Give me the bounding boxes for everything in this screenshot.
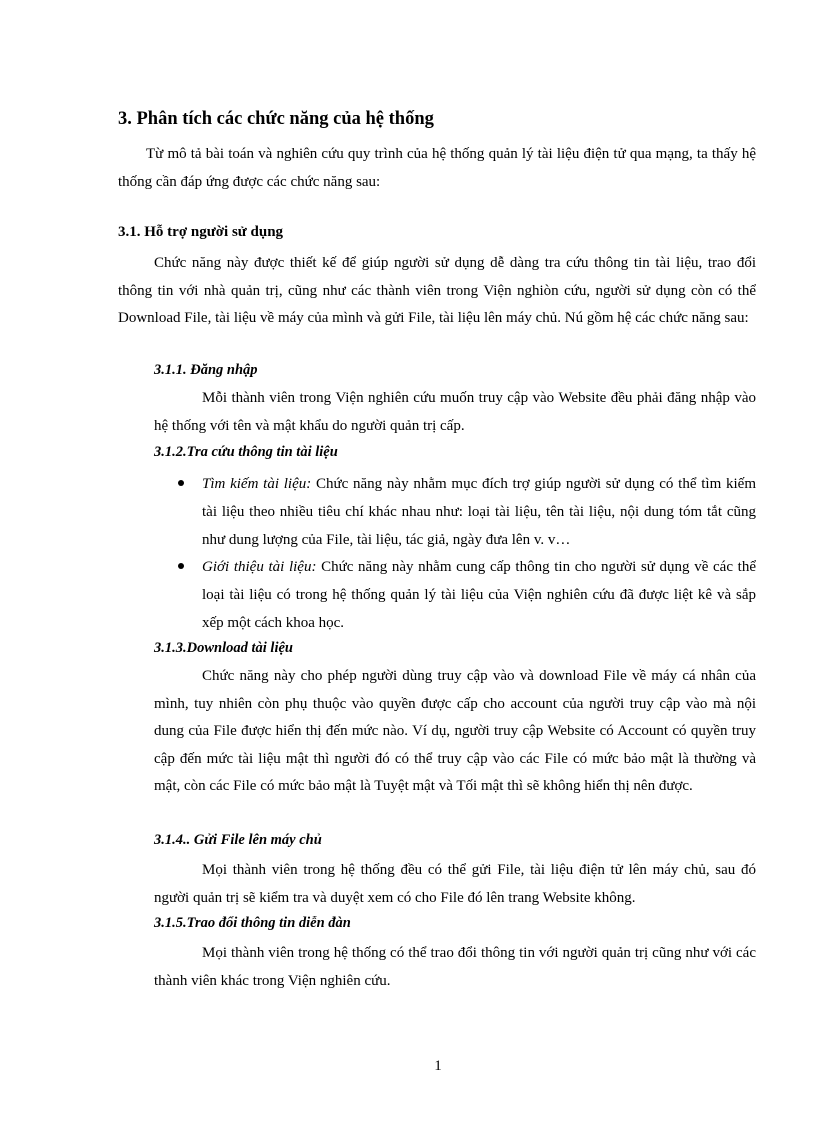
section-intro: Từ mô tả bài toán và nghiên cứu quy trình của hệ thống quản lý tài liệu điện tử qua mạng, ta thấy hệ thống cần đáp ứng được các chức năng sau: bbox=[118, 146, 756, 190]
bullet-intro-lead: Giới thiệu tài liệu: bbox=[202, 559, 317, 575]
heading-login: 3.1.1. Đăng nhập bbox=[154, 362, 258, 378]
heading-download: 3.1.3.Download tài liệu bbox=[154, 640, 293, 656]
bullet-search-text: Chức năng này nhằm mục đích trợ giúp người sử dụng có thể tìm kiếm tài liệu theo nhiều tiêu chí khác nhau như: loại tài liệu, tên tài liệu, nội dung tóm tắt cũng như dung lượng của File, tài liệu, tác giả, ngày đưa lên v. v… bbox=[202, 476, 756, 548]
download-body: Chức năng này cho phép người dùng truy cập vào và download File về máy cá nhân của mình, tuy nhiên còn phụ thuộc vào quyền được cấp cho account của người truy cập vào mà nội dung của File được hiển thị đến mức nào. Ví dụ, người truy cập Website có Account có quyền truy cập đến mức tài liệu mật thì người đó có thể truy cập vào các File có mức bảo mật là thường và mật, còn các File có mức bảo mật là Tuyệt mật và Tối mật thì sẽ không hiển thị nên được. bbox=[154, 668, 756, 794]
subsection-intro: Chức năng này được thiết kế để giúp người sử dụng dễ dàng tra cứu thông tin tài liệu, trao đổi thông tin với nhà quản trị, cũng như các thành viên trong Viện nghiòn cứu, người sử dụng còn có thể Download File, tài liệu về máy của mình và gửi File, tài liệu lên máy chủ. Nú gồm hệ các chức năng sau: bbox=[118, 255, 756, 326]
bullet-intro bbox=[202, 553, 756, 637]
bullet-dot-icon bbox=[176, 478, 186, 488]
bullet-search-lead: Tìm kiếm tài liệu: bbox=[202, 476, 312, 492]
login-body: Mỗi thành viên trong Viện nghiên cứu muốn truy cập vào Website đều phải đăng nhập vào hệ thống với tên và mật khẩu do người quản trị cấp. bbox=[154, 390, 756, 434]
document-page bbox=[118, 0, 758, 1123]
section-title: 3. Phân tích các chức năng của hệ thống bbox=[118, 109, 434, 129]
heading-forum: 3.1.5.Trao đổi thông tin diễn đàn bbox=[154, 915, 351, 931]
heading-lookup: 3.1.2.Tra cứu thông tin tài liệu bbox=[154, 444, 338, 460]
bullet-intro-text: Chức năng này nhằm cung cấp thông tin cho người sử dụng về các thể loại tài liệu có trong hệ thống quản lý tài liệu của Viện nghiên cứu đã được liệt kê và sắp xếp một cách khoa học. bbox=[202, 559, 756, 631]
bullet-dot-icon bbox=[176, 561, 186, 571]
page-number: 1 bbox=[434, 1058, 442, 1074]
bullet-search bbox=[202, 470, 756, 554]
subsection-title: 3.1. Hỗ trợ người sử dụng bbox=[118, 224, 284, 240]
upload-body: Mọi thành viên trong hệ thống đều có thể gửi File, tài liệu điện tử lên máy chủ, sau đó người quản trị sẽ kiểm tra và duyệt xem có cho File đó lên trang Website không. bbox=[154, 862, 756, 906]
forum-body: Mọi thành viên trong hệ thống có thể trao đổi thông tin với người quản trị cũng như với các thành viên khác trong Viện nghiên cứu. bbox=[154, 945, 756, 989]
heading-upload: 3.1.4.. Gửi File lên máy chủ bbox=[154, 832, 322, 848]
